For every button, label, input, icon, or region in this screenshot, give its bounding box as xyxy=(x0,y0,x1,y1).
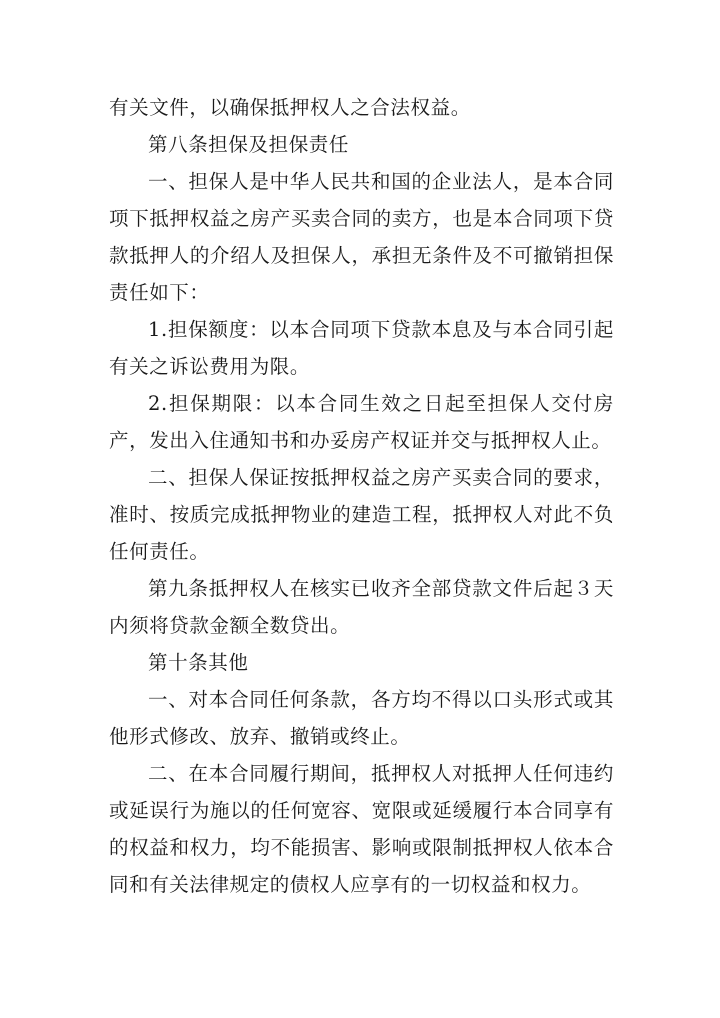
article-10-clause-2: 二、在本合同履行期间，抵押权人对抵押人任何违约或延误行为施以的任何宽容、宽限或延缓履行本合同享有的权益和权力，均不能损害、影响或限制抵押权人依本合同和有关法律规定的债权人应享有的一切权益和权力。 xyxy=(109,762,614,896)
article-8-item-1: 1.担保额度：以本合同项下贷款本息及与本合同引起有关之诉讼费用为限。 xyxy=(109,318,614,378)
article-8-clause-1: 一、担保人是中华人民共和国的企业法人，是本合同项下抵押权益之房产买卖合同的卖方，也是本合同项下贷款抵押人的介绍人及担保人，承担无条件及不可撤销担保责任如下： xyxy=(109,170,614,304)
article-10-clause-1: 一、对本合同任何条款，各方均不得以口头形式或其他形式修改、放弃、撤销或终止。 xyxy=(109,688,614,748)
article-10-heading: 第十条其他 xyxy=(148,651,249,674)
article-8-item-2: 2.担保期限：以本合同生效之日起至担保人交付房产，发出入住通知书和办妥房产权证并交与抵押权人止。 xyxy=(109,392,614,452)
document-body xyxy=(109,89,614,903)
article-8-heading: 第八条担保及担保责任 xyxy=(148,133,350,156)
article-8-clause-2: 二、担保人保证按抵押权益之房产买卖合同的要求，准时、按质完成抵押物业的建造工程，抵押权人对此不负任何责任。 xyxy=(109,466,614,563)
paragraph-intro-continuation: 有关文件，以确保抵押权人之合法权益。 xyxy=(109,96,471,119)
article-9: 第九条抵押权人在核实已收齐全部贷款文件后起３天内须将贷款金额全数贷出。 xyxy=(109,577,614,637)
